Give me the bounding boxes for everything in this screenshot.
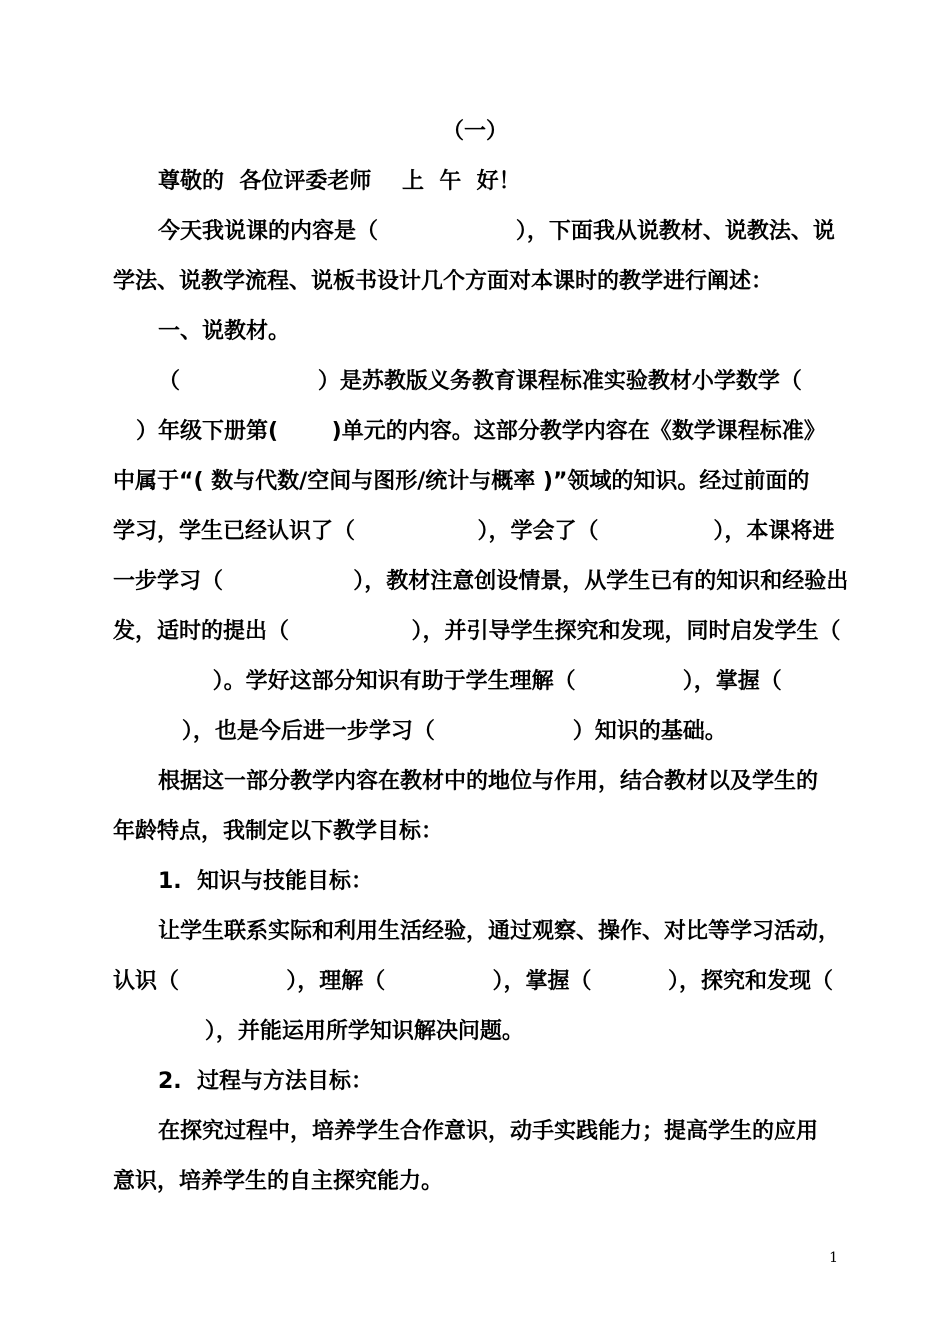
paragraph-line: 发，适时的提出（ ），并引导学生探究和发现，同时启发学生（ xyxy=(113,619,841,644)
subheading-process: 2. 过程与方法目标： xyxy=(158,1069,373,1094)
paragraph-line: （ ）是苏教版义务教育课程标准实验教材小学数学（ xyxy=(158,369,802,394)
paragraph-line: 一步学习（ ），教材注意创设情景，从学生已有的知识和经验出 xyxy=(113,569,849,594)
paragraph-line: ），并能运用所学知识解决问题。 xyxy=(113,1019,524,1044)
paragraph-line: 今天我说课的内容是（ ），下面我从说教材、说教法、说 xyxy=(158,219,835,244)
paragraph-line: 在探究过程中，培养学生合作意识，动手实践能力；提高学生的应用 xyxy=(158,1119,819,1144)
page-number: 1 xyxy=(829,1250,838,1266)
section-title: （一） xyxy=(441,119,508,144)
paragraph-line: 学法、说教学流程、说板书设计几个方面对本课时的教学进行阐述： xyxy=(113,269,774,294)
paragraph-line: 学习，学生已经认识了（ ），学会了（ ），本课将进 xyxy=(113,519,835,544)
paragraph-line: ）。学好这部分知识有助于学生理解（ ），掌握（ xyxy=(113,669,782,694)
paragraph-line: 让学生联系实际和利用生活经验，通过观察、操作、对比等学习活动， xyxy=(158,919,841,944)
greeting-line: 尊敬的 各位评委老师 上 午 好！ xyxy=(158,169,521,194)
paragraph-line: 年龄特点，我制定以下教学目标： xyxy=(113,819,444,844)
paragraph-line: ），也是今后进一步学习（ ）知识的基础。 xyxy=(113,719,727,744)
paragraph-line: 意识，培养学生的自主探究能力。 xyxy=(113,1169,444,1194)
paragraph-line: ）年级下册第( )单元的内容。这部分教学内容在《数学课程标准》 xyxy=(113,419,826,444)
paragraph-line: 中属于“( 数与代数/空间与图形/统计与概率 )”领域的知识。经过前面的 xyxy=(113,469,810,494)
section-heading: 一、说教材。 xyxy=(158,319,291,344)
paragraph-line: 认识（ ），理解（ ），掌握（ ），探究和发现（ xyxy=(113,969,834,994)
paragraph-line: 根据这一部分教学内容在教材中的地位与作用，结合教材以及学生的 xyxy=(158,769,819,794)
subheading-knowledge: 1. 知识与技能目标： xyxy=(158,869,373,894)
